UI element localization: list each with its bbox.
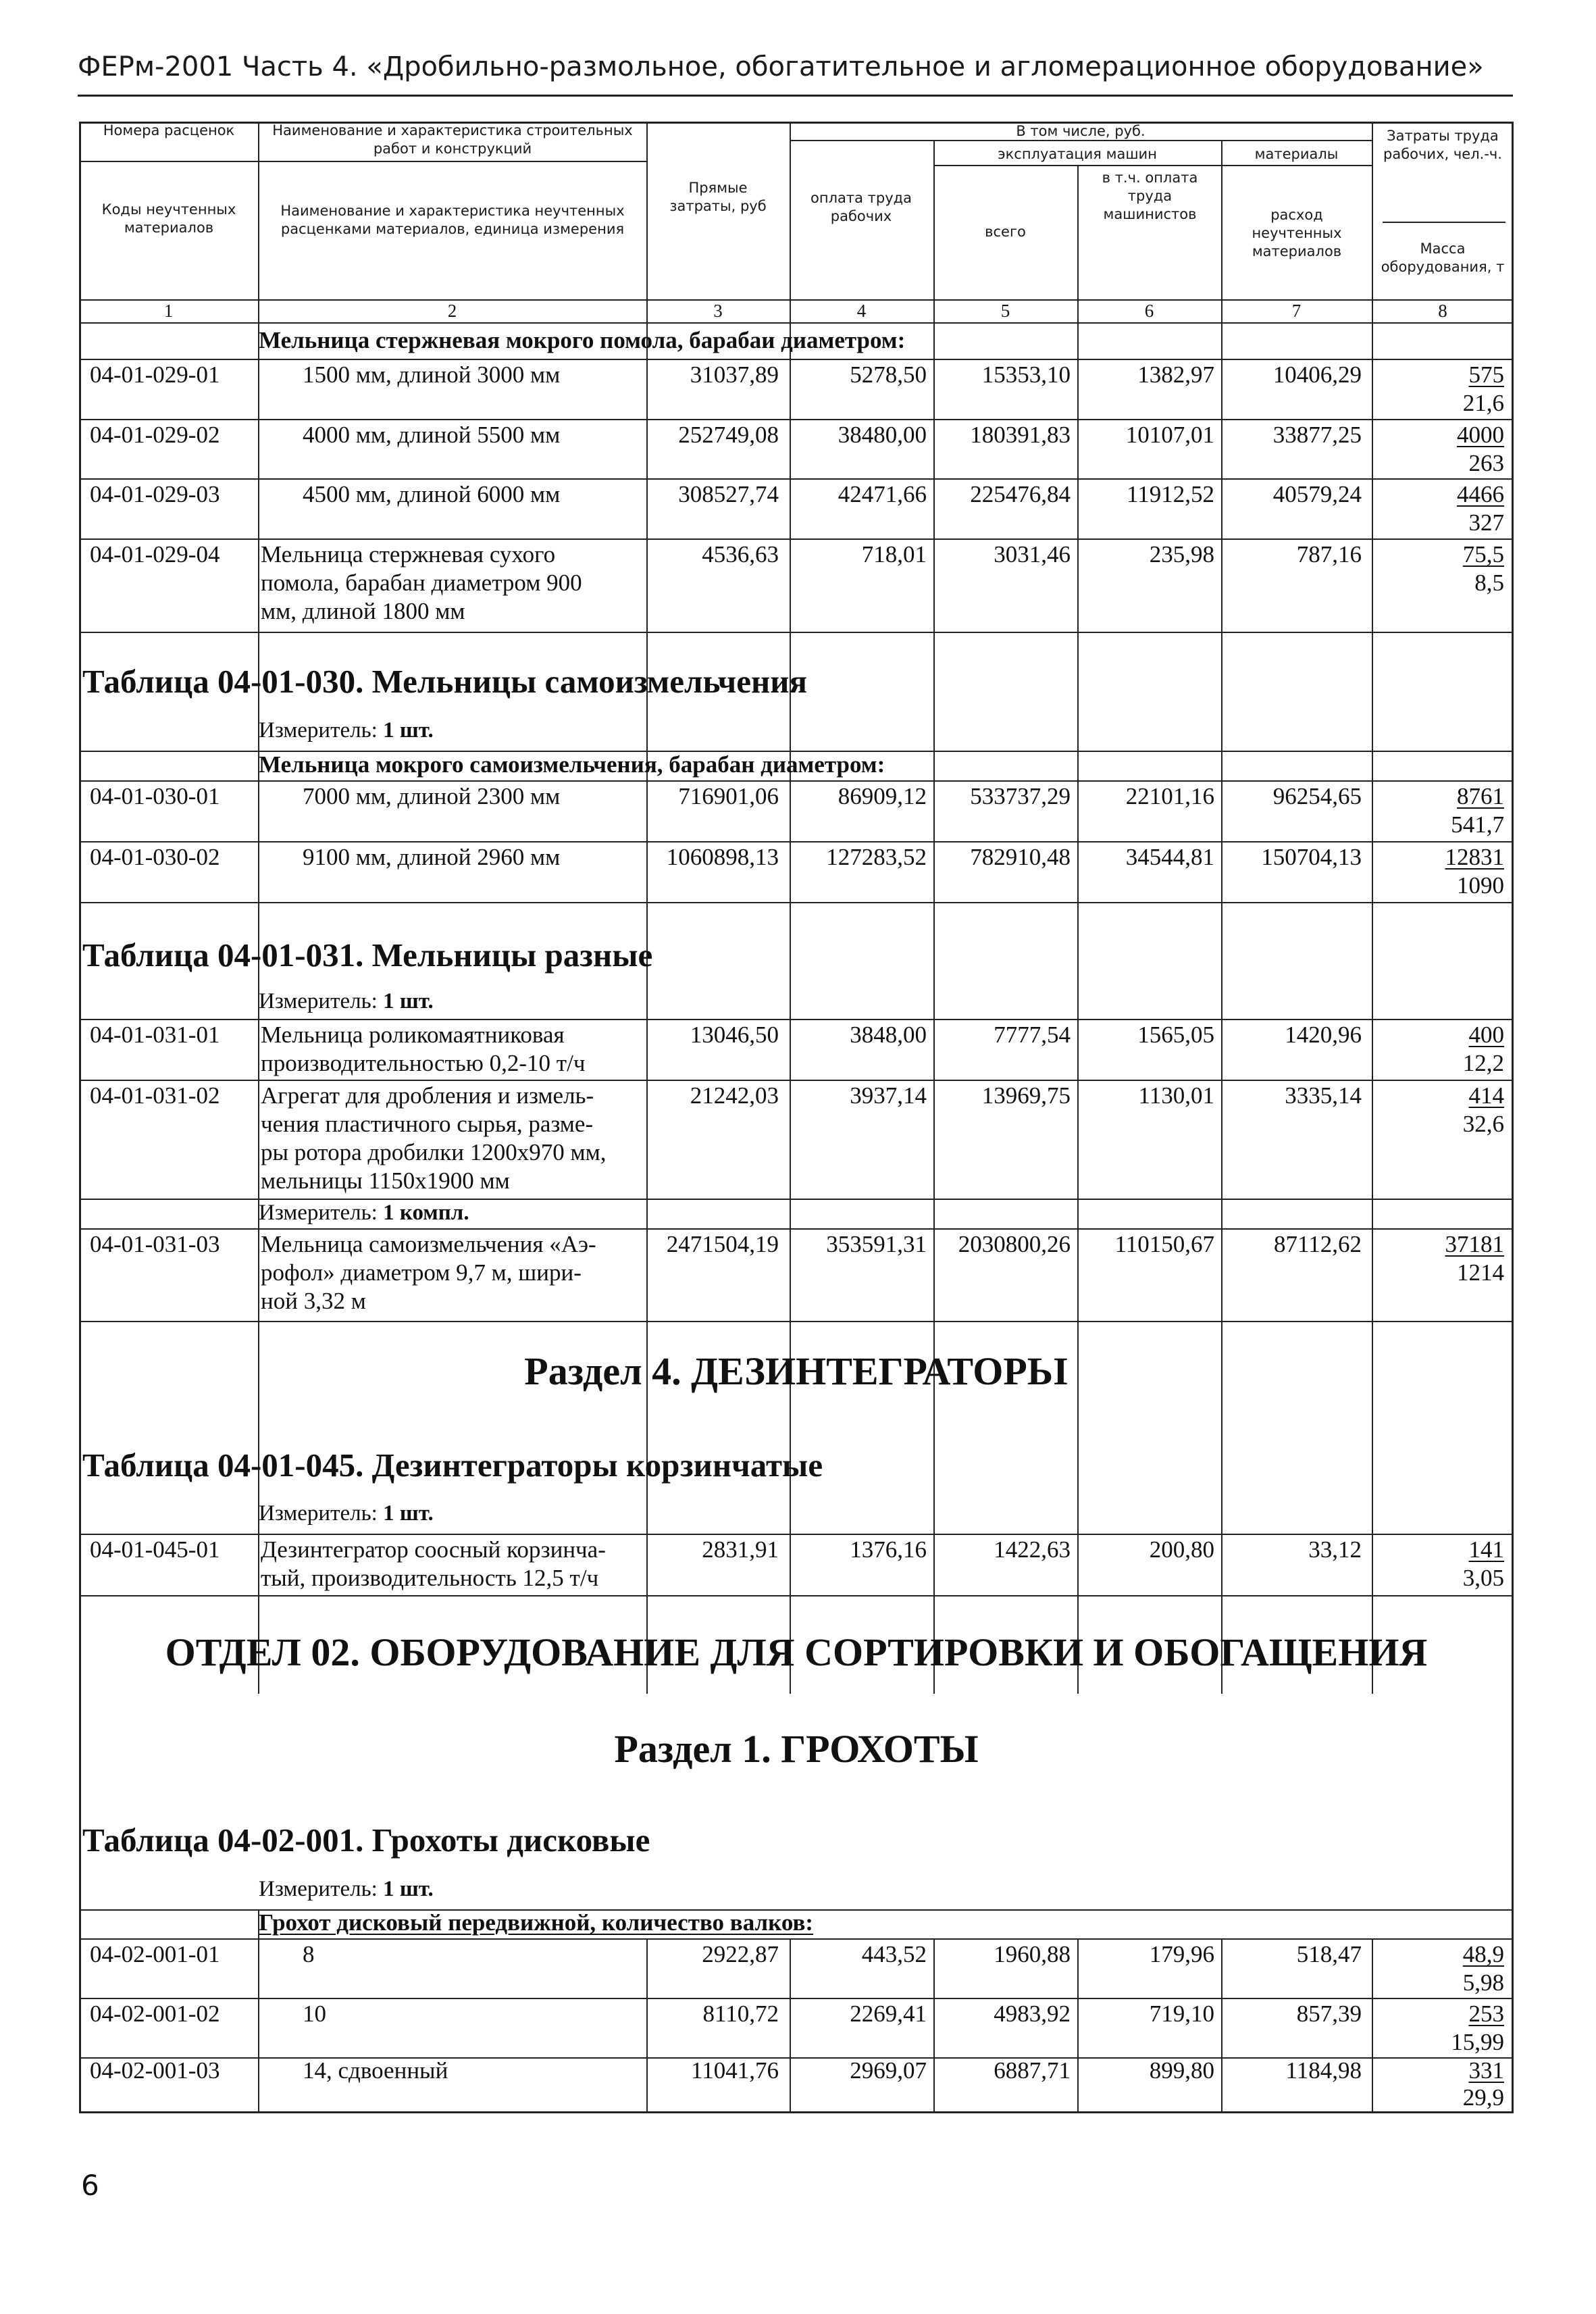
rule	[79, 1321, 1514, 1322]
measure-label: Измеритель:	[259, 989, 378, 1013]
row-labor-hours: 4000	[1457, 422, 1504, 448]
col-labor-hours-title: Затраты труда рабочих, чел.-ч.	[1383, 128, 1502, 162]
col-materials-codes-title: Коды неучтенных материалов	[101, 201, 236, 236]
measure-unit	[259, 1501, 434, 1526]
col-labor-title: оплата труда рабочих	[810, 190, 912, 224]
row-labor: 353591,31	[826, 1231, 927, 1257]
row-code: 04-02-001-02	[90, 2001, 220, 2027]
row-direct-costs: 716901,06	[678, 783, 779, 809]
rule	[79, 419, 1514, 420]
measure-value: 1 шт.	[383, 718, 434, 743]
rule	[79, 902, 1514, 903]
measure-unit	[259, 1201, 469, 1226]
row-materials: 857,39	[1296, 2001, 1362, 2027]
rule	[1372, 122, 1373, 1694]
rule	[79, 322, 1514, 324]
row-labor: 3937,14	[850, 1082, 927, 1109]
rule	[790, 1938, 791, 2113]
row-machines: 180391,83	[970, 422, 1071, 448]
row-labor-hours: 141	[1468, 1536, 1504, 1563]
measure-value: 1 шт.	[383, 989, 434, 1013]
row-code: 04-01-029-02	[90, 422, 220, 448]
measure-value: 1 шт.	[383, 1501, 434, 1526]
row-labor-hours: 414	[1468, 1082, 1504, 1109]
col-material-name-title: Наименование и характеристика неучтенных расценками материалов, единица измерения	[280, 203, 625, 237]
row-direct-costs: 31037,89	[690, 361, 779, 388]
row-materials: 96254,65	[1272, 783, 1362, 809]
row-labor: 5278,50	[850, 361, 927, 388]
row-labor-hours: 75,5	[1462, 541, 1504, 568]
row-labor-hours: 400	[1468, 1022, 1504, 1048]
row-code: 04-01-030-01	[90, 783, 220, 809]
col-number: 4	[856, 301, 867, 321]
row-materials: 1420,96	[1285, 1022, 1362, 1048]
row-operators: 1565,05	[1137, 1022, 1214, 1048]
rule	[79, 359, 1514, 360]
row-direct-costs: 2922,87	[702, 1941, 779, 1967]
row-mass: 12,2	[1462, 1050, 1504, 1076]
row-code: 04-01-029-03	[90, 481, 220, 507]
col-direct-costs-title: Прямые затраты, руб	[669, 180, 767, 214]
table-title: Таблица 04-01-045. Дезинтеграторы корзинчатые	[82, 1447, 823, 1484]
row-labor: 127283,52	[826, 844, 927, 870]
rule	[79, 1199, 1514, 1200]
row-materials: 1184,98	[1285, 2057, 1362, 2084]
rule	[1383, 222, 1505, 223]
table-title: Таблица 04-02-001. Грохоты дисковые	[82, 1821, 650, 1859]
table-title: Таблица 04-01-031. Мельницы разные	[82, 936, 653, 974]
row-direct-costs: 4536,63	[702, 541, 779, 568]
row-direct-costs: 13046,50	[690, 1022, 779, 1048]
row-mass: 21,6	[1462, 390, 1504, 416]
row-materials: 10406,29	[1272, 361, 1362, 388]
row-labor-hours: 331	[1468, 2057, 1504, 2084]
col-number: 6	[1144, 301, 1154, 321]
row-labor-hours: 12831	[1445, 844, 1504, 870]
row-name: 4000 мм, длиной 5500 мм	[303, 422, 561, 448]
measure-label: Измеритель:	[259, 1501, 378, 1526]
row-mass: 263	[1468, 450, 1504, 476]
row-operators: 899,80	[1149, 2057, 1214, 2084]
row-name: 8	[303, 1941, 315, 1967]
row-materials: 518,47	[1296, 1941, 1362, 1967]
measure-unit	[259, 718, 434, 743]
row-mass: 541,7	[1451, 811, 1504, 838]
row-materials: 33877,25	[1272, 422, 1362, 448]
row-labor-hours: 8761	[1457, 783, 1504, 809]
row-machines: 13969,75	[981, 1082, 1071, 1109]
group-heading: Мельница стержневая мокрого помола, барабаи диаметром:	[259, 327, 906, 353]
row-mass: 29,9	[1462, 2084, 1504, 2111]
rule	[79, 478, 1514, 480]
row-operators: 235,98	[1149, 541, 1214, 568]
row-labor: 443,52	[861, 1941, 927, 1967]
row-name-line: ры ротора дробилки 1200х970 мм,	[261, 1139, 607, 1165]
row-code: 04-01-045-01	[90, 1536, 220, 1563]
header-rule	[78, 95, 1513, 97]
row-code: 04-01-030-02	[90, 844, 220, 870]
row-direct-costs: 252749,08	[678, 422, 779, 448]
rule	[79, 161, 646, 162]
col-machines-title: эксплуатация машин	[998, 146, 1157, 162]
rule	[1077, 1938, 1079, 2113]
col-materials-title: материалы	[1254, 146, 1339, 162]
rule	[79, 780, 1514, 782]
row-direct-costs: 2471504,19	[666, 1231, 779, 1257]
rule	[258, 1909, 259, 2113]
row-labor-hours: 37181	[1445, 1231, 1504, 1257]
row-mass: 1090	[1457, 872, 1504, 899]
row-mass: 15,99	[1451, 2029, 1504, 2055]
section-heading: Раздел 1. ГРОХОТЫ	[614, 1727, 979, 1771]
group-heading: Грохот дисковый передвижной, количество валков:	[259, 1909, 814, 1936]
row-name-line: ной 3,32 м	[261, 1288, 366, 1314]
row-direct-costs: 2831,91	[702, 1536, 779, 1563]
row-code: 04-01-029-04	[90, 541, 220, 568]
col-codes-title: Номера расценок	[103, 122, 235, 139]
row-name-line: Агрегат для дробления и измель-	[261, 1082, 594, 1109]
rule	[79, 1998, 1514, 1999]
row-direct-costs: 308527,74	[678, 481, 779, 507]
row-name-line: Дезинтегратор соосный корзинча-	[261, 1536, 606, 1563]
row-name-line: мм, длиной 1800 мм	[261, 598, 465, 624]
row-labor: 2269,41	[850, 2001, 927, 2027]
row-code: 04-01-031-01	[90, 1022, 220, 1048]
rule	[79, 538, 1514, 540]
row-labor: 2969,07	[850, 2057, 927, 2084]
row-direct-costs: 1060898,13	[666, 844, 779, 870]
row-labor: 86909,12	[838, 783, 927, 809]
row-name-line: рофол» диаметром 9,7 м, шири-	[261, 1259, 582, 1286]
row-machines: 2030800,26	[958, 1231, 1071, 1257]
row-operators: 22101,16	[1125, 783, 1214, 809]
col-including-title: В том числе, руб.	[1016, 123, 1145, 139]
row-operators: 110150,67	[1114, 1231, 1214, 1257]
rule	[79, 1534, 1514, 1535]
measure-label: Измеритель:	[259, 1877, 378, 1901]
row-mass: 8,5	[1474, 570, 1504, 596]
measure-value: 1 компл.	[383, 1201, 469, 1225]
rule	[1077, 165, 1079, 1694]
row-name-line: тый, производительность 12,5 т/ч	[261, 1565, 599, 1591]
row-machines: 7777,54	[994, 1022, 1071, 1048]
row-operators: 719,10	[1149, 2001, 1214, 2027]
col-number: 1	[163, 301, 174, 321]
measure-label: Измеритель:	[259, 718, 378, 743]
department-heading: ОТДЕЛ 02. ОБОРУДОВАНИЕ ДЛЯ СОРТИРОВКИ И ОБОГАЩЕНИЯ	[165, 1630, 1428, 1674]
rule	[79, 841, 1514, 842]
row-name: 10	[303, 2001, 326, 2027]
row-name-line: Мельница стержневая сухого	[261, 541, 556, 568]
rule	[79, 632, 1514, 633]
col-number: 2	[447, 301, 457, 321]
row-labor-hours: 4466	[1457, 481, 1504, 507]
row-materials: 33,12	[1308, 1536, 1362, 1563]
row-code: 04-02-001-01	[90, 1941, 220, 1967]
row-name-line: Мельница самоизмельчения «Аэ-	[261, 1231, 596, 1257]
row-labor: 38480,00	[838, 422, 927, 448]
row-name-line: чения пластичного сырья, разме-	[261, 1111, 594, 1137]
rule	[79, 1938, 1514, 1940]
row-name-line: мельницы 1150х1900 мм	[261, 1167, 510, 1194]
col-operators-title: в т.ч. оплата труда машинистов	[1102, 170, 1198, 222]
row-labor-hours: 253	[1468, 2001, 1504, 2027]
page-number: 6	[81, 2169, 99, 2202]
measure-unit	[259, 1877, 434, 1902]
row-materials: 787,16	[1296, 541, 1362, 568]
row-labor: 1376,16	[850, 1536, 927, 1563]
row-name-line: помола, барабан диаметром 900	[261, 570, 582, 596]
row-labor: 42471,66	[838, 481, 927, 507]
row-direct-costs: 8110,72	[702, 2001, 779, 2027]
row-operators: 1130,01	[1138, 1082, 1214, 1109]
measure-label: Измеритель:	[259, 1201, 378, 1225]
rule	[646, 1938, 648, 2113]
row-direct-costs: 21242,03	[690, 1082, 779, 1109]
row-machines: 1960,88	[994, 1941, 1071, 1967]
row-mass: 1214	[1457, 1259, 1504, 1286]
row-operators: 179,96	[1149, 1941, 1214, 1967]
row-direct-costs: 11041,76	[691, 2057, 779, 2084]
row-name-line: производительностью 0,2-10 т/ч	[261, 1050, 586, 1076]
row-materials: 150704,13	[1261, 844, 1362, 870]
row-materials: 87112,62	[1274, 1231, 1362, 1257]
row-machines: 15353,10	[981, 361, 1071, 388]
row-labor: 3848,00	[850, 1022, 927, 1048]
row-code: 04-01-031-03	[90, 1231, 220, 1257]
measure-value: 1 шт.	[383, 1877, 434, 1901]
row-operators: 10107,01	[1125, 422, 1214, 448]
row-operators: 34544,81	[1125, 844, 1214, 870]
row-machines: 533737,29	[970, 783, 1071, 809]
col-total-title: всего	[985, 224, 1026, 240]
row-machines: 782910,48	[970, 844, 1071, 870]
row-mass: 327	[1468, 509, 1504, 536]
row-labor-hours: 575	[1468, 361, 1504, 388]
row-mass: 32,6	[1462, 1111, 1504, 1137]
col-unaccounted-materials-title: расход неучтенных материалов	[1252, 207, 1342, 259]
row-name: 1500 мм, длиной 3000 мм	[303, 361, 561, 388]
row-name: 14, сдвоенный	[303, 2057, 448, 2084]
row-machines: 1422,63	[994, 1536, 1071, 1563]
row-mass: 5,98	[1462, 1969, 1504, 1996]
col-number: 3	[713, 301, 723, 321]
row-name: 9100 мм, длиной 2960 мм	[303, 844, 561, 870]
row-labor: 718,01	[861, 541, 927, 568]
section-heading: Раздел 4. ДЕЗИНТЕГРАТОРЬІ	[524, 1349, 1069, 1393]
table-title: Таблица 04-01-030. Мельницы самоизмельчения	[82, 663, 807, 700]
rule	[79, 1595, 1514, 1596]
col-work-name-title: Наименование и характеристика строительных работ и конструкций	[272, 122, 633, 157]
row-machines: 3031,46	[994, 541, 1071, 568]
rule	[79, 1080, 1514, 1081]
rule	[933, 1938, 935, 2113]
row-machines: 6887,71	[994, 2057, 1071, 2084]
row-operators: 1382,97	[1137, 361, 1214, 388]
row-materials: 3335,14	[1285, 1082, 1362, 1109]
row-labor-hours: 48,9	[1462, 1941, 1504, 1967]
row-operators: 200,80	[1149, 1536, 1214, 1563]
row-operators: 11912,52	[1127, 481, 1214, 507]
row-code: 04-01-031-02	[90, 1082, 220, 1109]
row-name-line: Мельница роликомаятниковая	[261, 1022, 565, 1048]
row-mass: 3,05	[1462, 1565, 1504, 1591]
rule	[79, 1019, 1514, 1020]
rule	[79, 1228, 1514, 1230]
row-name: 4500 мм, длиной 6000 мм	[303, 481, 561, 507]
group-heading: Мельница мокрого самоизмельчения, барабан диаметром:	[259, 751, 885, 778]
row-machines: 225476,84	[970, 481, 1071, 507]
row-name: 7000 мм, длиной 2300 мм	[303, 783, 561, 809]
page-header: ФЕРм-2001 Часть 4. «Дробильно-размольное, обогатительное и агломерационное оборудование»	[78, 51, 1484, 82]
col-number: 5	[1000, 301, 1010, 321]
col-mass-title: Масса оборудования, т	[1381, 241, 1505, 275]
col-number: 7	[1291, 301, 1302, 321]
row-materials: 40579,24	[1272, 481, 1362, 507]
measure-unit	[259, 989, 434, 1014]
rule	[1372, 1938, 1373, 2113]
rule	[933, 165, 1372, 166]
row-machines: 4983,92	[994, 2001, 1071, 2027]
col-number: 8	[1438, 301, 1447, 321]
row-code: 04-01-029-01	[90, 361, 220, 388]
row-code: 04-02-001-03	[90, 2057, 220, 2084]
rule	[1221, 1938, 1222, 2113]
